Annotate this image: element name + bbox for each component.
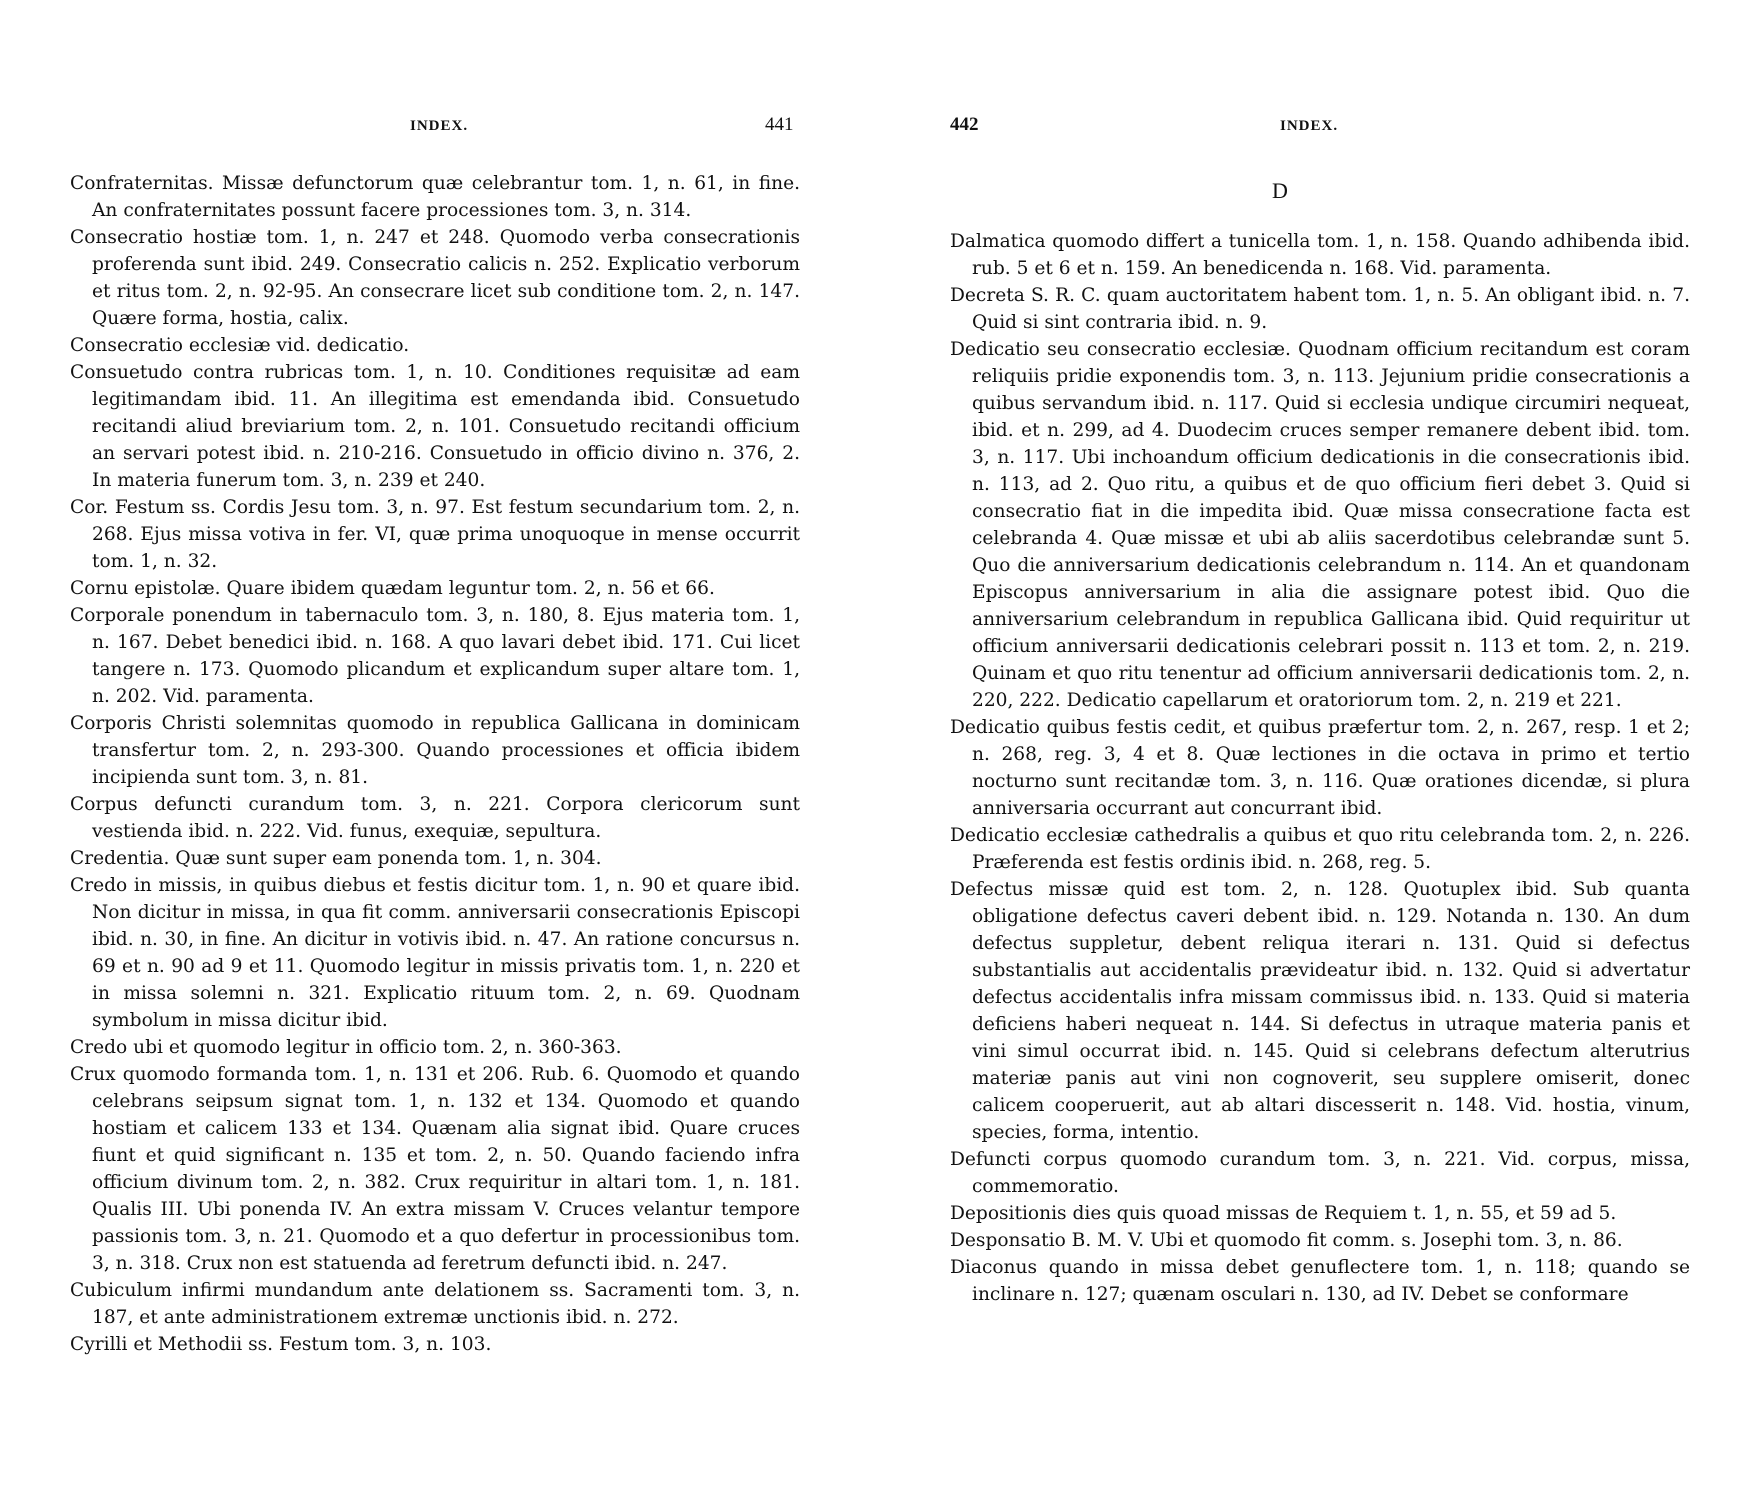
left-index-entries — [70, 170, 800, 1358]
index-entry: Defectus missæ quid est tom. 2, n. 128. Quotuplex ibid. Sub quanta obligatione defectus caveri debent ibid. n. 129. Notanda n. 130. An dum defectus suppletur, debent reliqua iterari n. 131. Quid si defectus substantialis aut accidentalis prævideatur ibid. n. 132. Quid si advertatur defectus accidentalis infra missam commissus ibid. n. 133. Quid si materia deficiens haberi nequeat n. 144. Si defectus in utraque materia panis et vini simul occurrat ibid. n. 145. Quid si celebrans defectum alterutrius materiæ panis aut vini non cognoverit, seu supplere omiserit, donec calicem cooperuerit, aut ab altari discesserit n. 148. Vid. hostia, vinum, species, forma, intentio. — [950, 879, 1690, 1143]
index-entry: Consecratio hostiæ tom. 1, n. 247 et 248. Quomodo verba consecrationis proferenda sunt ibid. 249. Consecratio calicis n. 252. Explicatio verborum et ritus tom. 2, n. 92-95. An consecrare licet sub conditione tom. 2, n. 147. Quære forma, hostia, calix. — [70, 227, 800, 329]
index-entry: Cyrilli et Methodii ss. Festum tom. 3, n. 103. — [70, 1334, 492, 1355]
right-index-entries — [950, 228, 1690, 1308]
left-running-head: INDEX. — [410, 118, 469, 134]
index-entry: Confraternitas. Missæ defunctorum quæ celebrantur tom. 1, n. 61, in fine. An confraternitates possunt facere processiones tom. 3, n. 314. — [70, 173, 800, 221]
index-entry: Consuetudo contra rubricas tom. 1, n. 10. Conditiones requisitæ ad eam legitimandam ibid. 11. An illegitima est emendanda ibid. Consuetudo recitandi aliud breviarium tom. 2, n. 101. Consuetudo recitandi officium an servari potest ibid. n. 210-216. Consuetudo in officio divino n. 376, 2. In materia funerum tom. 3, n. 239 et 240. — [70, 362, 800, 491]
index-entry: Cubiculum infirmi mundandum ante delationem ss. Sacramenti tom. 3, n. 187, et ante administrationem extremæ unctionis ibid. n. 272. — [70, 1280, 800, 1328]
index-entry: Dalmatica quomodo differt a tunicella tom. 1, n. 158. Quando adhibenda ibid. rub. 5 et 6 et n. 159. An benedicenda n. 168. Vid. paramenta. — [950, 231, 1690, 279]
index-entry: Credo in missis, in quibus diebus et festis dicitur tom. 1, n. 90 et quare ibid. Non dicitur in missa, in qua fit comm. anniversarii consecrationis Episcopi ibid. n. 30, in fine. An dicitur in votivis ibid. n. 47. An ratione concursus n. 69 et n. 90 ad 9 et 11. Quomodo legitur in missis privatis tom. 1, n. 220 et in missa solemni n. 321. Explicatio rituum tom. 2, n. 69. Quodnam symbolum in missa dicitur ibid. — [70, 875, 800, 1031]
index-entry: Diaconus quando in missa debet genuflectere tom. 1, n. 118; quando se inclinare n. 127; quænam osculari n. 130, ad IV. Debet se conformare — [950, 1257, 1690, 1305]
index-entry: Defuncti corpus quomodo curandum tom. 3, n. 221. Vid. corpus, missa, commemoratio. — [950, 1149, 1690, 1197]
index-entry: Desponsatio B. M. V. Ubi et quomodo fit comm. s. Josephi tom. 3, n. 86. — [950, 1230, 1623, 1251]
right-page-number: 442 — [950, 114, 979, 135]
index-entry: Dedicatio ecclesiæ cathedralis a quibus et quo ritu celebranda tom. 2, n. 226. Præferenda est festis ordinis ibid. n. 268, reg. 5. — [950, 825, 1690, 873]
index-entry: Corporale ponendum in tabernaculo tom. 3, n. 180, 8. Ejus materia tom. 1, n. 167. Debet benedici ibid. n. 168. A quo lavari debet ibid. 171. Cui licet tangere n. 173. Quomodo plicandum et explicandum super altare tom. 1, n. 202. Vid. paramenta. — [70, 605, 800, 707]
left-page-number: 441 — [765, 114, 794, 135]
right-running-head: INDEX. — [1280, 118, 1339, 134]
index-entry: Corpus defuncti curandum tom. 3, n. 221. Corpora clericorum sunt vestienda ibid. n. 222. Vid. funus, exequiæ, sepultura. — [70, 794, 800, 842]
index-entry: Depositionis dies quis quoad missas de Requiem t. 1, n. 55, et 59 ad 5. — [950, 1203, 1617, 1224]
index-entry: Consecratio ecclesiæ vid. dedicatio. — [70, 335, 410, 356]
index-entry: Dedicatio quibus festis cedit, et quibus præfertur tom. 2, n. 267, resp. 1 et 2; n. 268, reg. 3, 4 et 8. Quæ lectiones in die octava in primo et tertio nocturno sunt recitandæ tom. 3, n. 116. Quæ orationes dicendæ, si plura anniversaria occurrant aut concurrant ibid. — [950, 717, 1690, 819]
index-entry: Cornu epistolæ. Quare ibidem quædam leguntur tom. 2, n. 56 et 66. — [70, 578, 715, 599]
index-entry: Corporis Christi solemnitas quomodo in republica Gallicana in dominicam transfertur tom. 2, n. 293-300. Quando processiones et officia ibidem incipienda sunt tom. 3, n. 81. — [70, 713, 800, 788]
index-entry: Dedicatio seu consecratio ecclesiæ. Quodnam officium recitandum est coram reliquiis pridie exponendis tom. 3, n. 113. Jejunium pridie consecrationis a quibus servandum ibid. n. 117. Quid si ecclesia undique circumiri nequeat, ibid. et n. 299, ad 4. Duodecim cruces semper remanere debent ibid. tom. 3, n. 117. Ubi inchoandum officium dedicationis in die consecrationis ibid. n. 113, ad 2. Quo ritu, a quibus et de quo officium fieri debet 3. Quid si consecratio fiat in die impedita ibid. Quæ missa consecratione facta est celebranda 4. Quæ missæ et ubi ab aliis sacerdotibus celebrandæ sunt 5. Quo die anniversarium dedicationis celebrandum n. 114. An et quandonam Episcopus anniversarium in alia die assignare potest ibid. Quo die anniversarium celebrandum in republica Gallicana ibid. Quid requiritur ut officium anniversarii dedicationis celebrari possit n. 113 et tom. 2, n. 219. Quinam et quo ritu tenentur ad officium anniversarii dedicationis tom. 2, n. 220, 222. Dedicatio capellarum et oratoriorum tom. 2, n. 219 et 221. — [950, 339, 1690, 711]
index-entry: Cor. Festum ss. Cordis Jesu tom. 3, n. 97. Est festum secundarium tom. 2, n. 268. Ejus missa votiva in fer. VI, quæ prima unoquoque in mense occurrit tom. 1, n. 32. — [70, 497, 800, 572]
index-entry: Crux quomodo formanda tom. 1, n. 131 et 206. Rub. 6. Quomodo et quando celebrans seipsum signat tom. 1, n. 132 et 134. Quomodo et quando hostiam et calicem 133 et 134. Quænam alia signat ibid. Quare cruces fiunt et quid significant n. 135 et tom. 2, n. 50. Quando faciendo infra officium divinum tom. 2, n. 382. Crux requiritur in altari tom. 1, n. 181. Qualis III. Ubi ponenda IV. An extra missam V. Cruces velantur tempore passionis tom. 3, n. 21. Quomodo et a quo defertur in processionibus tom. 3, n. 318. Crux non est statuenda ad feretrum defuncti ibid. n. 247. — [70, 1064, 800, 1274]
index-entry: Decreta S. R. C. quam auctoritatem habent tom. 1, n. 5. An obligant ibid. n. 7. Quid si sint contraria ibid. n. 9. — [950, 285, 1690, 333]
index-entry: Credentia. Quæ sunt super eam ponenda tom. 1, n. 304. — [70, 848, 602, 869]
section-letter: D — [1272, 178, 1288, 203]
index-entry: Credo ubi et quomodo legitur in officio tom. 2, n. 360-363. — [70, 1037, 622, 1058]
